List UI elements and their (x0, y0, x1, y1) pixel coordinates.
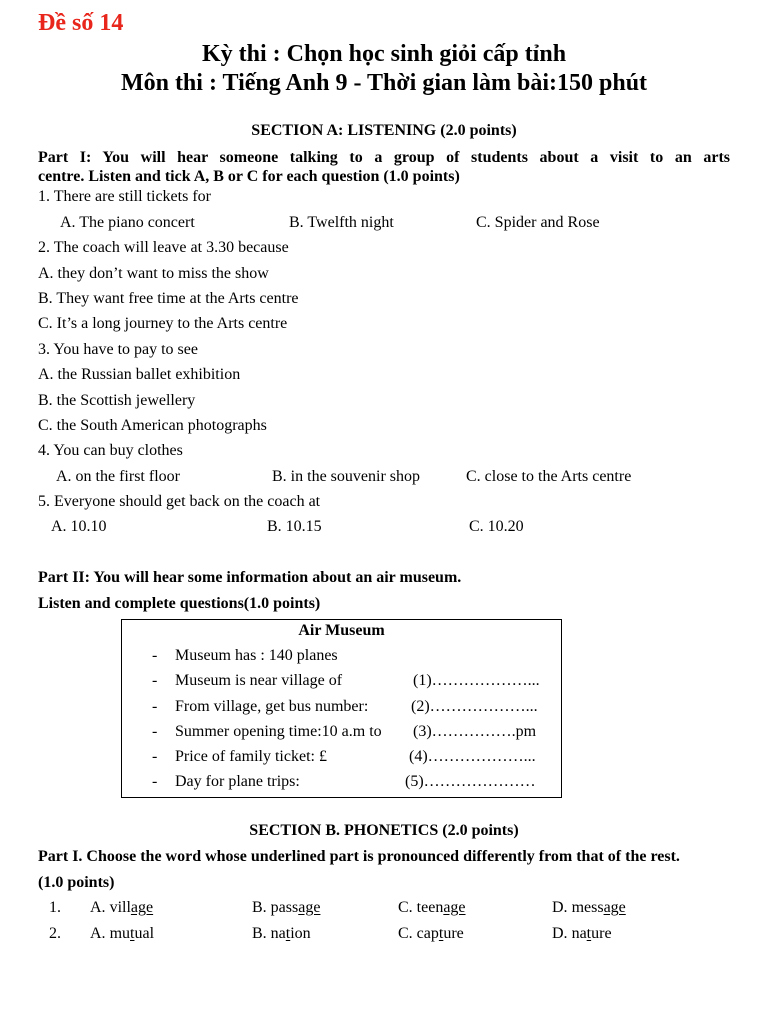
word-part: ual (134, 925, 155, 942)
underlined-part: t (438, 925, 444, 942)
underlined-part: t (130, 925, 135, 942)
option-letter: D. (552, 899, 568, 916)
phonetics-instruction-line2: (1.0 points) (38, 874, 115, 891)
question-1-option-a: A. The piano concert (60, 214, 195, 231)
question-4-stem: 4. You can buy clothes (38, 442, 183, 459)
row-label: Summer opening time:10 a.m to (175, 723, 382, 740)
bullet-dash: - (152, 748, 158, 765)
row-label: Museum has : 140 planes (175, 647, 338, 664)
row-label: Museum is near village of (175, 672, 343, 689)
row-label: From village, get bus number: (175, 698, 369, 715)
air-museum-row (152, 672, 342, 690)
row-label: Day for plane trips: (175, 773, 300, 790)
question-5-option-a: A. 10.10 (51, 518, 107, 535)
question-4-option-b: B. in the souvenir shop (272, 468, 420, 485)
word-part: na (270, 925, 286, 942)
question-3-option-c: C. the South American photographs (38, 417, 267, 434)
word-part: na (571, 925, 587, 942)
exam-subject: Môn thi : Tiếng Anh 9 - Thời gian làm bài:150 phút (120, 70, 648, 96)
question-5-option-c: C. 10.20 (469, 518, 524, 535)
bullet-dash: - (152, 672, 158, 689)
question-2-option-c: C. It’s a long journey to the Arts centre (38, 315, 288, 332)
option-letter: B. (252, 925, 267, 942)
phonetics-option (90, 925, 154, 943)
option-letter: B. (252, 899, 267, 916)
question-3-stem: 3. You have to pay to see (38, 341, 198, 358)
bullet-dash: - (152, 647, 158, 664)
part2-instruction-line1: Part II: You will hear some information about an air museum. (38, 569, 462, 586)
phonetics-option (398, 925, 464, 943)
word-part: cap (416, 925, 439, 942)
underlined-part: age (603, 899, 626, 916)
air-museum-row (152, 773, 300, 791)
section-b-title: SECTION B. PHONETICS (2.0 points) (249, 822, 519, 839)
option-letter: C. (398, 925, 413, 942)
word-part: ion (290, 925, 311, 942)
part1-instruction-line1: Part I: You will hear someone talking to a group of students about a visit to an arts (38, 149, 730, 166)
question-5-stem: 5. Everyone should get back on the coach at (38, 493, 321, 510)
bullet-dash: - (152, 773, 158, 790)
document-number: Đề số 14 (38, 10, 124, 36)
question-1-stem: 1. There are still tickets for (38, 188, 211, 205)
bullet-dash: - (152, 723, 158, 740)
option-letter: D. (552, 925, 568, 942)
question-1-option-c: C. Spider and Rose (476, 214, 600, 231)
question-2-stem: 2. The coach will leave at 3.30 because (38, 239, 289, 256)
answer-blank-4: (4)………………... (409, 748, 536, 765)
bullet-dash: - (152, 698, 158, 715)
answer-blank-1: (1)………………... (413, 672, 540, 689)
question-2-option-b: B. They want free time at the Arts centre (38, 290, 299, 307)
word-part: mu (109, 925, 131, 942)
word-part: mess (571, 899, 604, 916)
question-3-option-a: A. the Russian ballet exhibition (38, 366, 241, 383)
air-museum-title: Air Museum (298, 622, 385, 639)
underlined-part: t (586, 925, 592, 942)
air-museum-box (121, 619, 562, 798)
question-4-option-a: A. on the first floor (56, 468, 180, 485)
option-letter: A. (90, 899, 106, 916)
underlined-part: age (298, 899, 321, 916)
part2-instruction-line2: Listen and complete questions(1.0 points) (38, 595, 321, 612)
part1-instruction-line2: centre. Listen and tick A, B or C for each question (1.0 points) (38, 168, 460, 185)
phonetics-option (90, 899, 153, 917)
air-museum-row (152, 647, 338, 665)
question-5-option-b: B. 10.15 (267, 518, 322, 535)
word-part: ure (443, 925, 464, 942)
question-1-option-b: B. Twelfth night (289, 214, 394, 231)
option-letter: A. (90, 925, 106, 942)
part1-instruction (38, 148, 730, 186)
underlined-part: age (130, 899, 154, 916)
answer-blank-5: (5)………………… (405, 773, 536, 790)
air-museum-row (152, 748, 327, 766)
phonetics-option (552, 899, 626, 917)
word-part: ure (591, 925, 612, 942)
phonetics-item-number: 2. (49, 925, 61, 942)
answer-blank-3: (3)…………….pm (413, 723, 537, 740)
word-part: vill (109, 899, 131, 916)
underlined-part: t (285, 925, 291, 942)
phonetics-item-number: 1. (49, 899, 61, 916)
section-a-title: SECTION A: LISTENING (2.0 points) (251, 122, 517, 139)
option-letter: C. (398, 899, 413, 916)
question-2-option-a: A. they don’t want to miss the show (38, 265, 269, 282)
underlined-part: age (443, 899, 466, 916)
phonetics-option (552, 925, 612, 943)
phonetics-option (252, 925, 311, 943)
phonetics-option (252, 899, 320, 917)
air-museum-row (152, 723, 382, 741)
phonetics-option (398, 899, 466, 917)
exam-title: Kỳ thi : Chọn học sinh giỏi cấp tỉnh (201, 41, 567, 67)
air-museum-row (152, 698, 368, 716)
word-part: teen (416, 899, 444, 916)
word-part: pass (270, 899, 299, 916)
row-label: Price of family ticket: £ (175, 748, 327, 765)
phonetics-instruction-line1: Part I. Choose the word whose underlined part is pronounced differently from that of the rest. (38, 848, 680, 865)
question-4-option-c: C. close to the Arts centre (466, 468, 632, 485)
answer-blank-2: (2)………………... (411, 698, 538, 715)
question-3-option-b: B. the Scottish jewellery (38, 392, 196, 409)
